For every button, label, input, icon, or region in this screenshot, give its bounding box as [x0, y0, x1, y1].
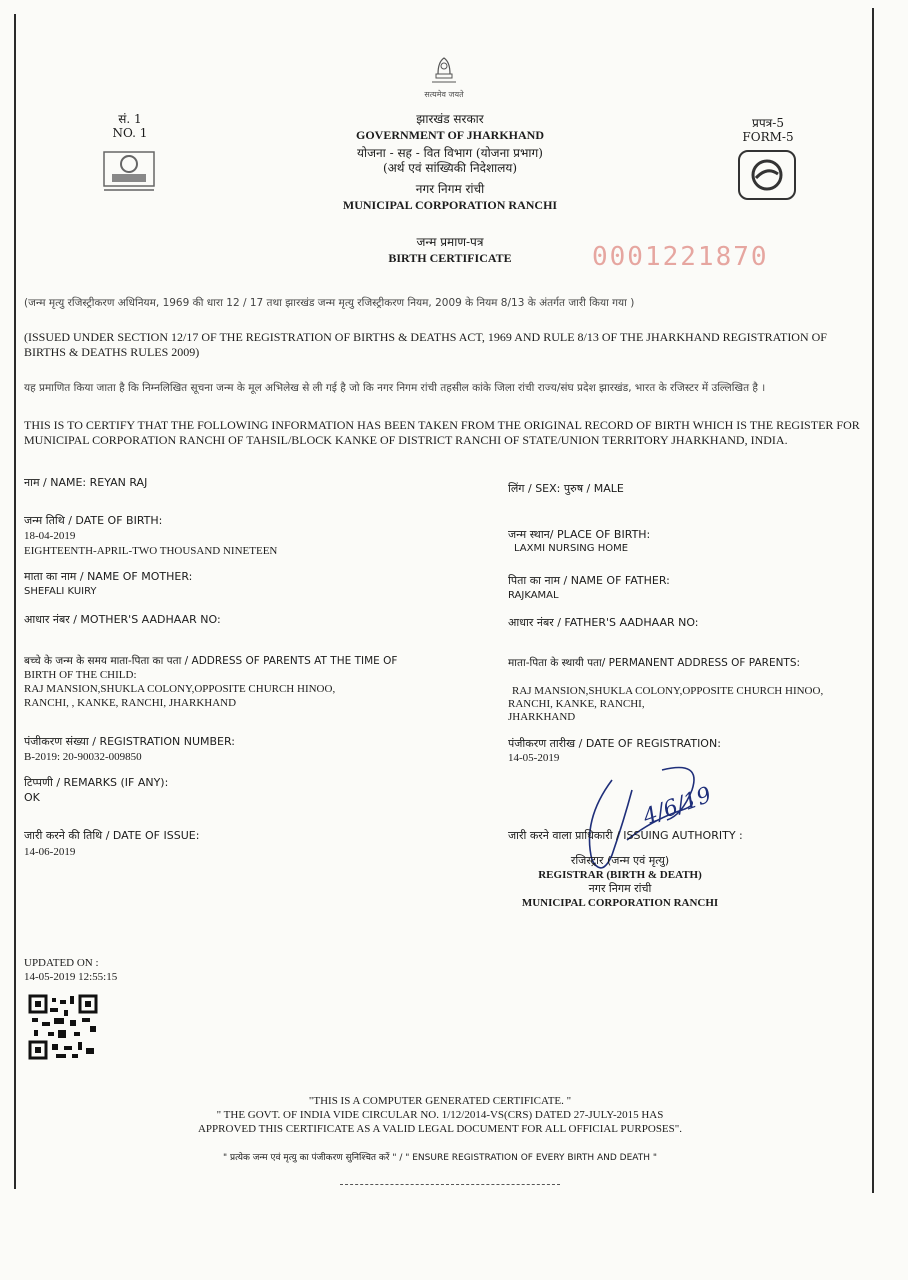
certify-english: THIS IS TO CERTIFY THAT THE FOLLOWING INFORMATION HAS BEEN TAKEN FROM THE ORIGINAL RECORD OF BIRTH WHICH IS THE REGISTER FOR MUNICIPAL CORPORATION RANCHI OF TAHSIL/BLOCK KANKE OF DISTRICT RANCHI OF STATE/UNION TERRITORY JHARKHAND, INDIA. — [24, 418, 860, 447]
signature-date: 4/6/19 — [639, 782, 715, 831]
right-border — [872, 8, 874, 1193]
number-english: NO. 1 — [112, 126, 148, 140]
government-hindi: झारखंड सरकार — [416, 112, 484, 126]
dob-words: EIGHTEENTH-APRIL-TWO THOUSAND NINETEEN — [24, 545, 278, 557]
footer-slogan: " प्रत्येक जन्म एवं मृत्यु का पंजीकरण सुनिश्चित करें " / " ENSURE REGISTRATION OF EVERY BIRTH AND DEATH " — [223, 1153, 657, 1163]
mother-value: SHEFALI KUIRY — [24, 586, 97, 597]
remarks-value: OK — [24, 791, 40, 804]
footer-divider — [340, 1184, 560, 1185]
name-label: नाम / NAME: — [24, 476, 87, 489]
ashoka-emblem-icon — [420, 52, 468, 92]
government-english: GOVERNMENT OF JHARKHAND — [355, 128, 544, 142]
jharkhand-emblem-icon — [100, 144, 158, 196]
name-field — [24, 476, 147, 490]
department-hindi-2: (अर्थ एवं सांख्यिकी निदेशालय) — [382, 161, 518, 175]
crs-logo-icon — [738, 150, 796, 200]
mother-aadhaar-label: आधार नंबर / MOTHER'S AADHAAR NO: — [24, 613, 221, 626]
father-value: RAJKAMAL — [508, 590, 559, 601]
father-aadhaar-label: आधार नंबर / FATHER'S AADHAAR NO: — [508, 616, 699, 629]
perm-address-line-2: RANCHI, KANKE, RANCHI, — [508, 698, 645, 710]
footer-line-2: " THE GOVT. OF INDIA VIDE CIRCULAR NO. 1/12/2014-VS(CRS) DATED 27-JULY-2015 HAS — [216, 1109, 664, 1121]
dob-value: 18-04-2019 — [24, 530, 76, 542]
form-hindi: प्रपत्र-5 — [752, 116, 784, 130]
issue-date-label: जारी करने की तिथि / DATE OF ISSUE: — [24, 829, 200, 842]
qr-code-icon[interactable] — [28, 994, 98, 1060]
sex-field: लिंग / SEX: पुरुष / MALE — [508, 482, 624, 495]
updated-label: UPDATED ON : — [24, 957, 99, 969]
name-value: REYAN RAJ — [89, 476, 148, 489]
form-english: FORM-5 — [742, 130, 794, 144]
registrar-english: REGISTRAR (BIRTH & DEATH) — [538, 869, 702, 881]
corporation-hindi: नगर निगम रांची — [415, 182, 485, 196]
footer-line-3: APPROVED THIS CERTIFICATE AS A VALID LEGAL DOCUMENT FOR ALL OFFICIAL PURPOSES". — [197, 1123, 683, 1135]
updated-value: 14-05-2019 12:55:15 — [24, 971, 118, 983]
number-hindi: सं. 1 — [118, 112, 142, 126]
remarks-label: टिप्पणी / REMARKS (IF ANY): — [24, 776, 169, 789]
serial-number: 0001221870 — [592, 242, 769, 272]
department-hindi-1: योजना - सह - वित विभाग (योजना प्रभाग) — [357, 146, 543, 160]
issuing-authority-label: जारी करने वाला प्राधिकारी / ISSUING AUTHORITY : — [508, 829, 743, 842]
certificate-title: BIRTH CERTIFICATE — [388, 251, 512, 265]
issue-date-value: 14-06-2019 — [24, 846, 76, 858]
perm-address-line-3: JHARKHAND — [508, 711, 576, 723]
registration-date-label: पंजीकरण तारीख / DATE OF REGISTRATION: — [508, 737, 721, 750]
certify-hindi: यह प्रमाणित किया जाता है कि निम्नलिखित सूचना जन्म के मूल अभिलेख से ली गई है जो कि नगर निगम रांची तहसील कांके जिला रांची राज्य/संघ प्रदेश झारखंड, भारत के रजिस्टर में उल्लिखित है । — [24, 382, 766, 394]
issued-under-english: (ISSUED UNDER SECTION 12/17 OF THE REGISTRATION OF BIRTHS & DEATHS ACT, 1969 AND RULE 8/13 OF THE JHARKHAND REGISTRATION OF BIRTHS & DEATHS RULES 2009) — [24, 330, 827, 359]
dob-label: जन्म तिथि / DATE OF BIRTH: — [24, 514, 163, 527]
issued-under-hindi: (जन्म मृत्यु रजिस्ट्रीकरण अधिनियम, 1969 की धारा 12 / 17 तथा झारखंड जन्म मृत्यु रजिस्ट्रीकरण नियम, 2009 के नियम 8/13 के अंतर्गत जारी किया गया ) — [24, 297, 635, 309]
pob-value: LAXMI NURSING HOME — [514, 543, 629, 554]
registrar-hindi: रजिस्ट्रार (जन्म एवं मृत्यु) — [570, 854, 670, 867]
corporation-english: MUNICIPAL CORPORATION RANCHI — [342, 198, 558, 212]
mother-label: माता का नाम / NAME OF MOTHER: — [24, 570, 193, 583]
father-label: पिता का नाम / NAME OF FATHER: — [508, 574, 670, 587]
pob-label: जन्म स्थान/ PLACE OF BIRTH: — [508, 528, 651, 541]
registrar-corp-english: MUNICIPAL CORPORATION RANCHI — [521, 897, 719, 909]
registration-number-value: B-2019: 20-90032-009850 — [24, 751, 142, 763]
emblem-caption: सत्यमेव जयते — [424, 90, 464, 99]
registrar-corp-hindi: नगर निगम रांची — [588, 882, 652, 895]
certificate-hindi: जन्म प्रमाण-पत्र — [416, 235, 484, 249]
perm-address-line-1: RAJ MANSION,SHUKLA COLONY,OPPOSITE CHURCH HINOO, — [512, 685, 824, 697]
address-birth-line-1: RAJ MANSION,SHUKLA COLONY,OPPOSITE CHURCH HINOO, — [24, 683, 336, 695]
address-birth-line-2: RANCHI, , KANKE, RANCHI, JHARKHAND — [24, 697, 237, 709]
address-birth-label-1: बच्चे के जन्म के समय माता-पिता का पता / ADDRESS OF PARENTS AT THE TIME OF — [24, 655, 398, 667]
address-birth-label-2: BIRTH OF THE CHILD: — [24, 669, 137, 681]
registration-date-value: 14-05-2019 — [508, 752, 560, 764]
perm-address-label: माता-पिता के स्थायी पता/ PERMANENT ADDRESS OF PARENTS: — [508, 657, 801, 669]
registration-number-label: पंजीकरण संख्या / REGISTRATION NUMBER: — [24, 735, 236, 748]
footer-line-1: "THIS IS A COMPUTER GENERATED CERTIFICATE. " — [308, 1095, 572, 1107]
left-border — [14, 14, 16, 1189]
